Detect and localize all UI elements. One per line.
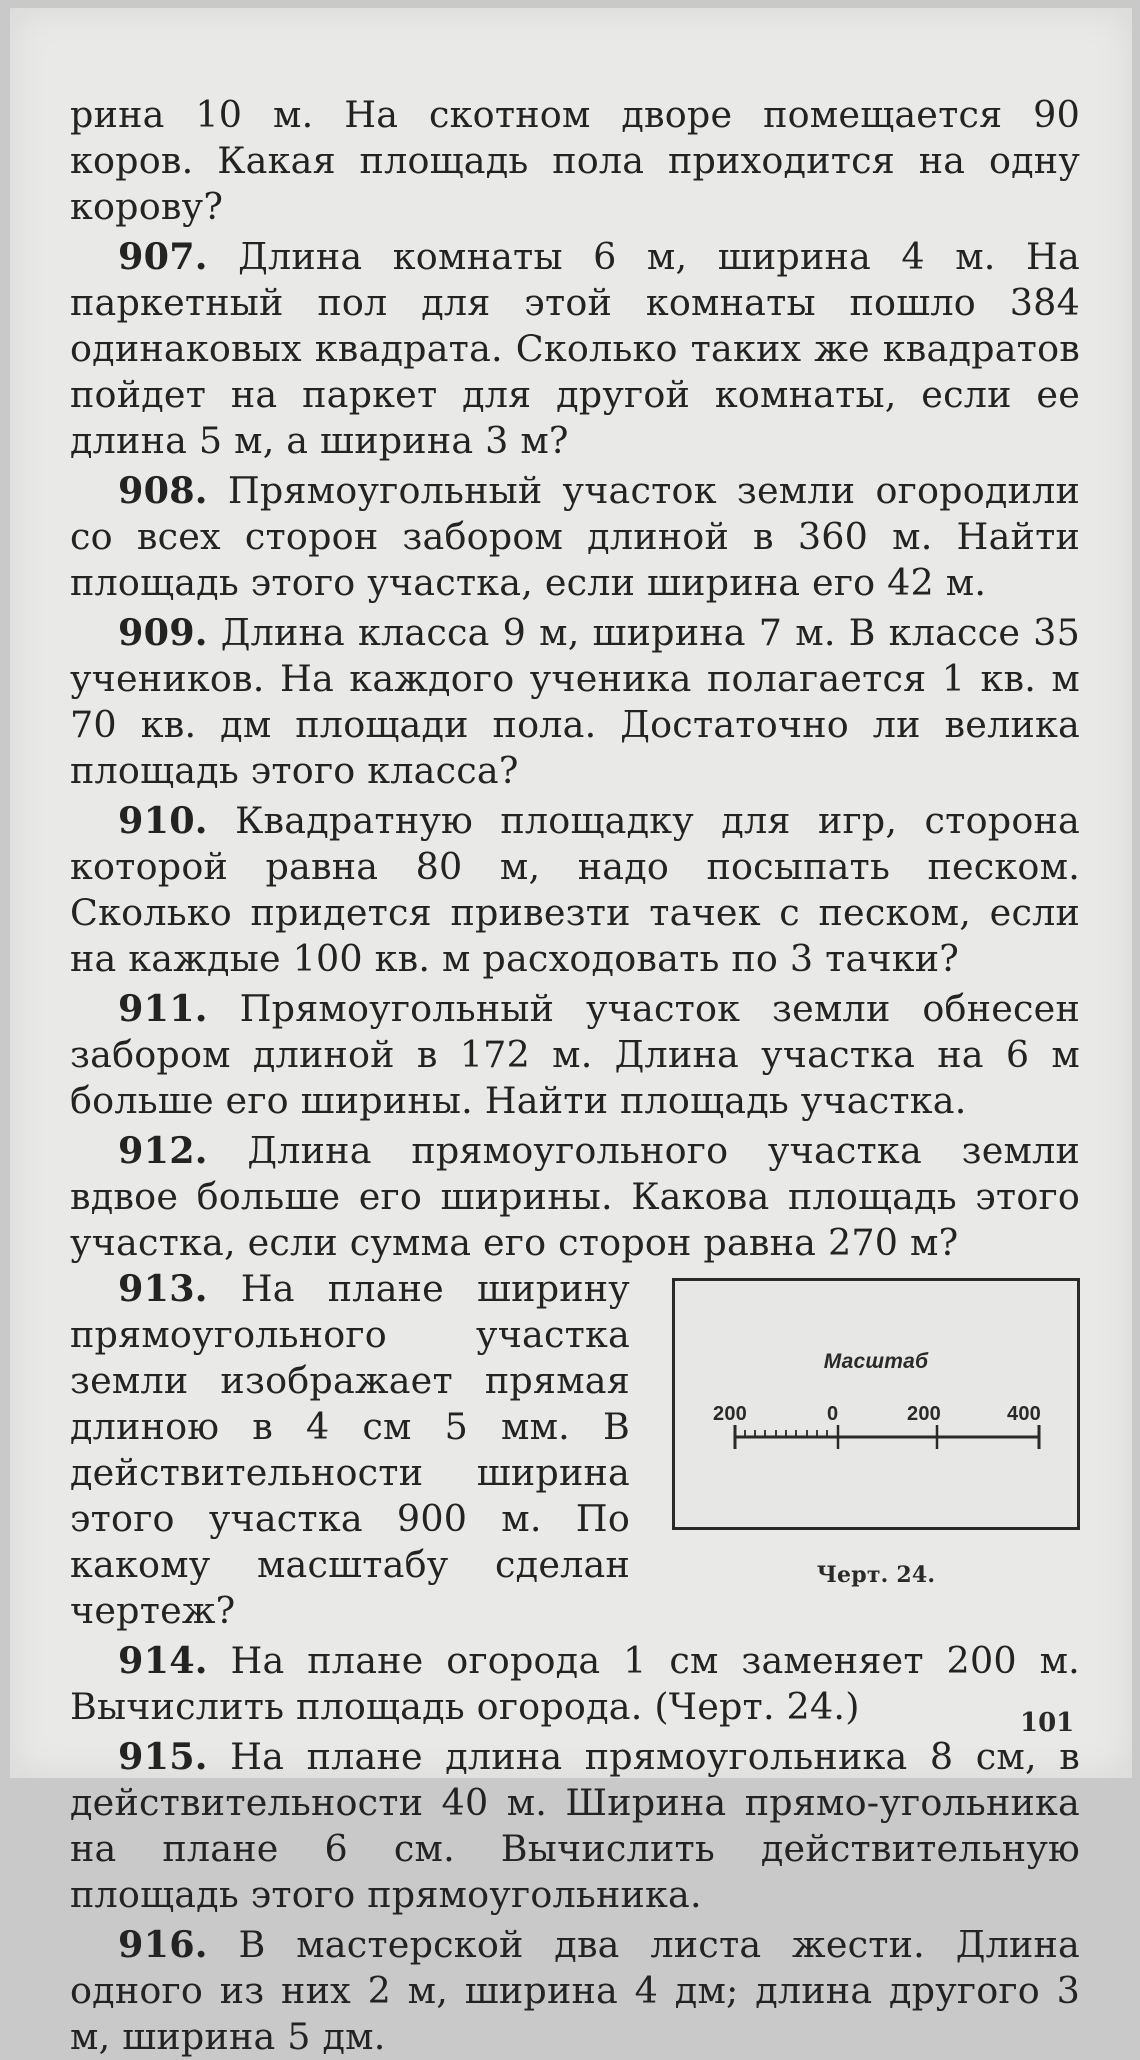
scale-label-0: 0 — [827, 1403, 839, 1425]
page-body — [70, 92, 1080, 2060]
problem-912 — [70, 1128, 1080, 1266]
problem-916 — [70, 1922, 1080, 2060]
problem-text: На плане ширину прямоугольного участка земли изображает прямая длиною в 4 см 5 мм. В действительности ширина этого участка 900 м. По какому масштабу сделан чертеж? — [70, 1267, 630, 1632]
scale-bar — [675, 1421, 1095, 1461]
problem-907 — [70, 234, 1080, 464]
problem-909 — [70, 610, 1080, 794]
problem-text: Длина класса 9 м, ширина 7 м. В классе 35 учеников. На каждого ученика полагается 1 кв. м 70 кв. дм площади пола. Достаточно ли велика площадь этого класса? — [70, 611, 1080, 792]
page-number: 101 — [1020, 1708, 1075, 1738]
problem-text: Прямоугольный участок земли обнесен забором длиной в 172 м. Длина участка на 6 м больше его ширины. Найти площадь участка. — [70, 987, 1080, 1122]
scale-label-400: 400 — [1007, 1403, 1041, 1425]
problem-908 — [70, 468, 1080, 606]
scale-title: Масштаб — [823, 1350, 929, 1373]
problem-text: В мастерской два листа жести. Длина одного из них 2 м, ширина 4 дм; длина другого 3 м, ширина 5 дм. — [70, 1923, 1080, 2058]
textbook-page — [10, 8, 1132, 2058]
scale-label-200: 200 — [907, 1403, 941, 1425]
problem-text: Длина прямоугольного участка земли вдвое больше его ширины. Какова площадь этого участка, если сумма его сторон равна 270 м? — [70, 1129, 1080, 1264]
problem-text-part-a: На плане длина прямоугольника 8 см, в действительности 40 м. Ширина прямо- — [70, 1735, 1080, 1824]
problem-906-continuation: рина 10 м. На скотном дворе помещается 90 коров. Какая площадь пола приходится на одну корову? — [70, 93, 1080, 228]
problem-number: 916. — [118, 1923, 208, 1966]
problem-910 — [70, 798, 1080, 982]
problem-number: 910. — [118, 799, 208, 842]
problem-text-part-b: угольника на плане 6 см. Вычислить действительную площадь этого прямоугольника. — [70, 1781, 1080, 1916]
figure-24 — [650, 1278, 1080, 1598]
problem-text: На плане огорода 1 см заменяет 200 м. Вычислить площадь огорода. (Черт. 24.) — [70, 1639, 1080, 1728]
problem-text: Прямоугольный участок земли огородили со всех сторон забором длиной в 360 м. Найти площадь этого участка, если ширина его 42 м. — [70, 469, 1080, 604]
figure-caption: Черт. 24. — [816, 1562, 936, 1588]
problem-number: 907. — [118, 235, 208, 278]
problem-number: 909. — [118, 611, 208, 654]
problem-text: Квадратную площадку для игр, сторона которой равна 80 м, надо посыпать песком. Сколько придется привезти тачек с песком, если на каждые 100 кв. м расходовать по 3 тачки? — [70, 799, 1080, 980]
problem-number: 915. — [118, 1735, 208, 1778]
problem-911 — [70, 986, 1080, 1124]
problem-914 — [70, 1638, 1080, 1730]
problem-number: 911. — [118, 987, 208, 1030]
problem-number: 908. — [118, 469, 208, 512]
problem-number: 912. — [118, 1129, 208, 1172]
scale-drawing-frame — [672, 1278, 1080, 1530]
problem-number: 914. — [118, 1639, 208, 1682]
problem-number: 913. — [118, 1267, 208, 1310]
scale-label-left-200: 200 — [713, 1403, 747, 1425]
problem-text: Длина комнаты 6 м, ширина 4 м. На паркетный пол для этой комнаты пошло 384 одинаковых квадрата. Сколько таких же квадратов пойдет на паркет для другой комнаты, если ее длина 5 м, а ширина 3 м? — [70, 235, 1080, 462]
problem-915 — [70, 1734, 1080, 1918]
